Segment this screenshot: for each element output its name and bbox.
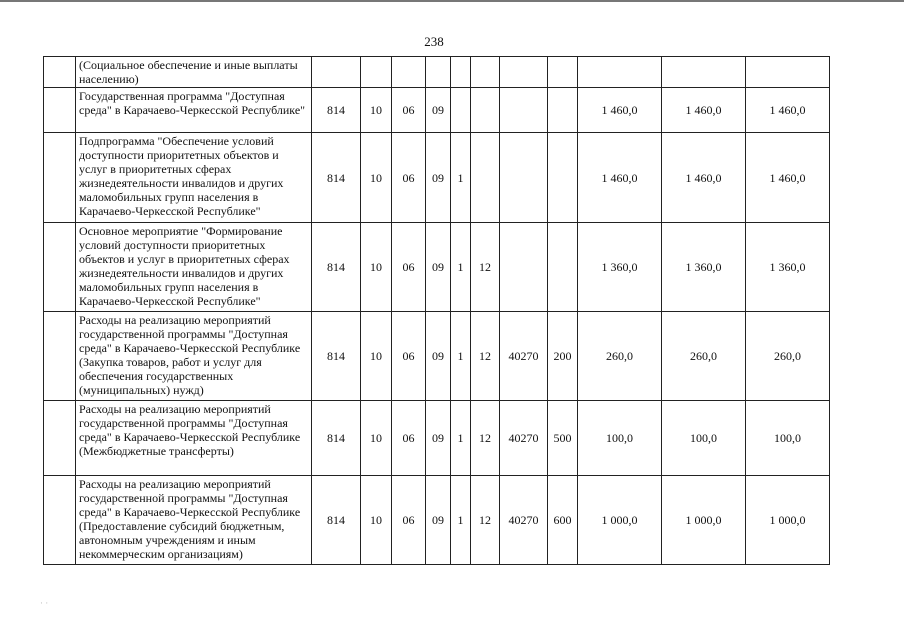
subprogram-code: 1 — [451, 312, 471, 401]
amount-year-3: 1 000,0 — [746, 476, 830, 565]
subprogram-code: 1 — [451, 133, 471, 223]
ministry-code: 814 — [312, 88, 361, 133]
budget-table — [43, 56, 830, 565]
event-code: 12 — [471, 223, 500, 312]
amount-year-3: 100,0 — [746, 401, 830, 476]
amount-year-3 — [746, 57, 830, 88]
row-description: Расходы на реализацию мероприятий государственной программы "Доступная среда" в Карачаево-Черкесской Республике (Предоставление субсидий бюджетным, автономным учреждениям и иным некоммерческим организациям) — [76, 476, 312, 565]
direction-code: 40270 — [500, 401, 548, 476]
expense-type-code — [548, 133, 578, 223]
expense-type-code — [548, 88, 578, 133]
amount-year-2: 1 000,0 — [662, 476, 746, 565]
event-code: 12 — [471, 401, 500, 476]
subprogram-code — [451, 57, 471, 88]
table-row — [44, 401, 830, 476]
event-code — [471, 88, 500, 133]
table-row — [44, 476, 830, 565]
section-code — [361, 57, 392, 88]
program-code: 09 — [426, 133, 451, 223]
amount-year-1: 1 460,0 — [578, 133, 662, 223]
expense-type-code — [548, 223, 578, 312]
row-description: Расходы на реализацию мероприятий государственной программы "Доступная среда" в Карачаево-Черкесской Республике (Закупка товаров, работ и услуг для обеспечения государственных (муниципальных) нужд) — [76, 312, 312, 401]
section-code: 10 — [361, 312, 392, 401]
subsection-code: 06 — [392, 223, 426, 312]
row-description: Основное мероприятие "Формирование условий доступности приоритетных объектов и услуг в приоритетных сферах жизнедеятельности инвалидов и других маломобильных групп населения в Карачаево-Черкесской Республике" — [76, 223, 312, 312]
table-row — [44, 88, 830, 133]
section-code: 10 — [361, 223, 392, 312]
program-code: 09 — [426, 312, 451, 401]
subprogram-code: 1 — [451, 223, 471, 312]
event-code: 12 — [471, 476, 500, 565]
amount-year-2: 100,0 — [662, 401, 746, 476]
ministry-code — [312, 57, 361, 88]
direction-code — [500, 57, 548, 88]
event-code — [471, 57, 500, 88]
program-code: 09 — [426, 401, 451, 476]
event-code: 12 — [471, 312, 500, 401]
direction-code — [500, 88, 548, 133]
table-row — [44, 133, 830, 223]
amount-year-2: 1 360,0 — [662, 223, 746, 312]
expense-type-code: 500 — [548, 401, 578, 476]
amount-year-1: 1 000,0 — [578, 476, 662, 565]
ministry-code: 814 — [312, 401, 361, 476]
subprogram-code — [451, 88, 471, 133]
row-description: (Социальное обеспечение и иные выплаты населению) — [76, 57, 312, 88]
scan-speck: · · — [40, 598, 49, 608]
program-code — [426, 57, 451, 88]
row-index-cell — [44, 476, 76, 565]
amount-year-2: 1 460,0 — [662, 133, 746, 223]
amount-year-1 — [578, 57, 662, 88]
ministry-code: 814 — [312, 133, 361, 223]
amount-year-3: 1 460,0 — [746, 88, 830, 133]
amount-year-1: 1 460,0 — [578, 88, 662, 133]
ministry-code: 814 — [312, 223, 361, 312]
program-code: 09 — [426, 223, 451, 312]
row-index-cell — [44, 57, 76, 88]
amount-year-3: 1 360,0 — [746, 223, 830, 312]
direction-code — [500, 223, 548, 312]
row-index-cell — [44, 133, 76, 223]
subsection-code: 06 — [392, 476, 426, 565]
ministry-code: 814 — [312, 476, 361, 565]
expense-type-code: 200 — [548, 312, 578, 401]
program-code: 09 — [426, 476, 451, 565]
row-index-cell — [44, 401, 76, 476]
section-code: 10 — [361, 401, 392, 476]
page-number: 238 — [424, 34, 444, 49]
amount-year-1: 260,0 — [578, 312, 662, 401]
expense-type-code: 600 — [548, 476, 578, 565]
amount-year-2 — [662, 57, 746, 88]
row-index-cell — [44, 223, 76, 312]
top-rule — [0, 0, 904, 2]
amount-year-1: 1 360,0 — [578, 223, 662, 312]
program-code: 09 — [426, 88, 451, 133]
table-row — [44, 312, 830, 401]
direction-code: 40270 — [500, 312, 548, 401]
event-code — [471, 133, 500, 223]
row-description: Подпрограмма "Обеспечение условий доступности приоритетных объектов и услуг в приоритетных сферах жизнедеятельности инвалидов и других маломобильных групп населения в Карачаево-Черкесской Республике" — [76, 133, 312, 223]
subprogram-code: 1 — [451, 401, 471, 476]
expense-type-code — [548, 57, 578, 88]
table-row — [44, 223, 830, 312]
table-row — [44, 57, 830, 88]
subsection-code — [392, 57, 426, 88]
amount-year-1: 100,0 — [578, 401, 662, 476]
direction-code: 40270 — [500, 476, 548, 565]
subprogram-code: 1 — [451, 476, 471, 565]
row-index-cell — [44, 312, 76, 401]
direction-code — [500, 133, 548, 223]
ministry-code: 814 — [312, 312, 361, 401]
subsection-code: 06 — [392, 312, 426, 401]
subsection-code: 06 — [392, 133, 426, 223]
amount-year-2: 260,0 — [662, 312, 746, 401]
amount-year-3: 260,0 — [746, 312, 830, 401]
row-description: Государственная программа "Доступная среда" в Карачаево-Черкесской Республике" — [76, 88, 312, 133]
section-code: 10 — [361, 133, 392, 223]
section-code: 10 — [361, 476, 392, 565]
amount-year-2: 1 460,0 — [662, 88, 746, 133]
row-description: Расходы на реализацию мероприятий государственной программы "Доступная среда" в Карачаево-Черкесской Республике (Межбюджетные трансферты) — [76, 401, 312, 476]
amount-year-3: 1 460,0 — [746, 133, 830, 223]
subsection-code: 06 — [392, 88, 426, 133]
section-code: 10 — [361, 88, 392, 133]
row-index-cell — [44, 88, 76, 133]
subsection-code: 06 — [392, 401, 426, 476]
